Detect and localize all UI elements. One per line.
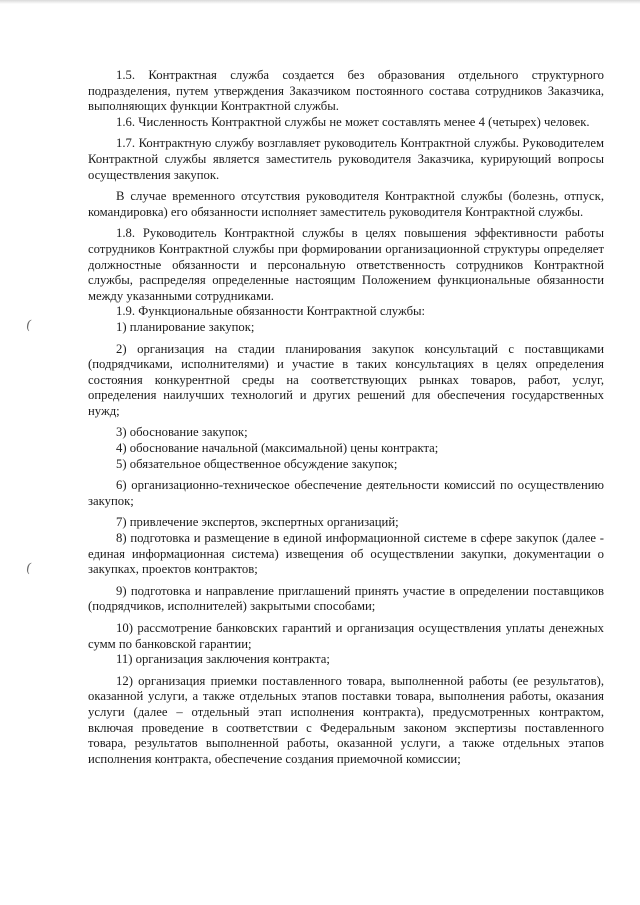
list-item-2: 2) организация на стадии планирования закупок консультаций с поставщиками (подрядчиками, исполнителями) и участие в таких консультациях в целях определения состояния конкурентной среды на соответствующих рынках товаров, работ, услуг, определения наилучших технологий и других решений для обеспечения государственных нужд; [88, 341, 604, 418]
list-item-9: 9) подготовка и направление приглашений принять участие в определении поставщиков (подрядчиков, исполнителей) закрытыми способами; [88, 583, 604, 614]
margin-bracket-mark: ( [24, 560, 33, 577]
paragraph-1-9: 1.9. Функциональные обязанности Контрактной службы: [116, 304, 426, 319]
list-item-5: 5) обязательное общественное обсуждение закупок; [116, 456, 398, 471]
list-item-4: 4) обоснование начальной (максимальной) цены контракта; [116, 441, 439, 456]
list-item-8: 8) подготовка и размещение в единой информационной системе в сфере закупок (далее - единая информационная система) извещения об осуществлении закупки, документации о закупках, проектов контрактов; [88, 531, 604, 577]
list-item-1: 1) планирование закупок; [116, 319, 255, 334]
margin-bracket-mark: ( [24, 317, 33, 334]
paragraph-1-6: 1.6. Численность Контрактной службы не может составлять менее 4 (четырех) человек. [116, 114, 590, 129]
paragraph-1-5: 1.5. Контрактная служба создается без образования отдельного структурного подразделения, путем утверждения Заказчиком постоянного состава сотрудников Заказчика, выполняющих функции Контрактной службы. [88, 68, 604, 114]
paragraph-deputy: В случае временного отсутствия руководителя Контрактной службы (болезнь, отпуск, командировка) его обязанности исполняет заместитель руководителя Контрактной службы. [88, 189, 604, 219]
document-body [88, 68, 604, 767]
list-item-12: 12) организация приемки поставленного товара, выполненной работы (ее результатов), оказанной услуги, а также отдельных этапов поставки товара, выполнения работы, оказания услуги (далее – отдельный этап исполнения контракта), предусмотренных контрактом, включая проведение в соответствии с Федеральным законом экспертизы поставленного товара, результатов выполненной работы, оказанной услуги, а также отдельных этапов исполнения контракта, обеспечение создания приемочной комиссии; [88, 673, 604, 766]
list-item-6: 6) организационно-техническое обеспечение деятельности комиссий по осуществлению закупок; [88, 478, 604, 508]
list-item-10: 10) рассмотрение банковских гарантий и организация осуществления уплаты денежных сумм по банковской гарантии; [88, 621, 604, 651]
scan-edge [0, 0, 640, 4]
list-item-7: 7) привлечение экспертов, экспертных организаций; [116, 515, 399, 530]
list-item-11: 11) организация заключения контракта; [116, 652, 330, 667]
paragraph-1-7: 1.7. Контрактную службу возглавляет руководитель Контрактной службы. Руководителем Контрактной службы является заместитель руководителя Заказчика, курирующий вопросы осуществления закупок. [88, 136, 604, 182]
list-item-3: 3) обоснование закупок; [116, 425, 248, 440]
paragraph-1-8: 1.8. Руководитель Контрактной службы в целях повышения эффективности работы сотрудников Контрактной службы при формировании организационной структуры определяет должностные обязанности и персональную ответственность сотрудников Контрактной службы, распределяя определенные настоящим Положением функциональные обязанности между указанными сотрудниками. [88, 226, 604, 303]
